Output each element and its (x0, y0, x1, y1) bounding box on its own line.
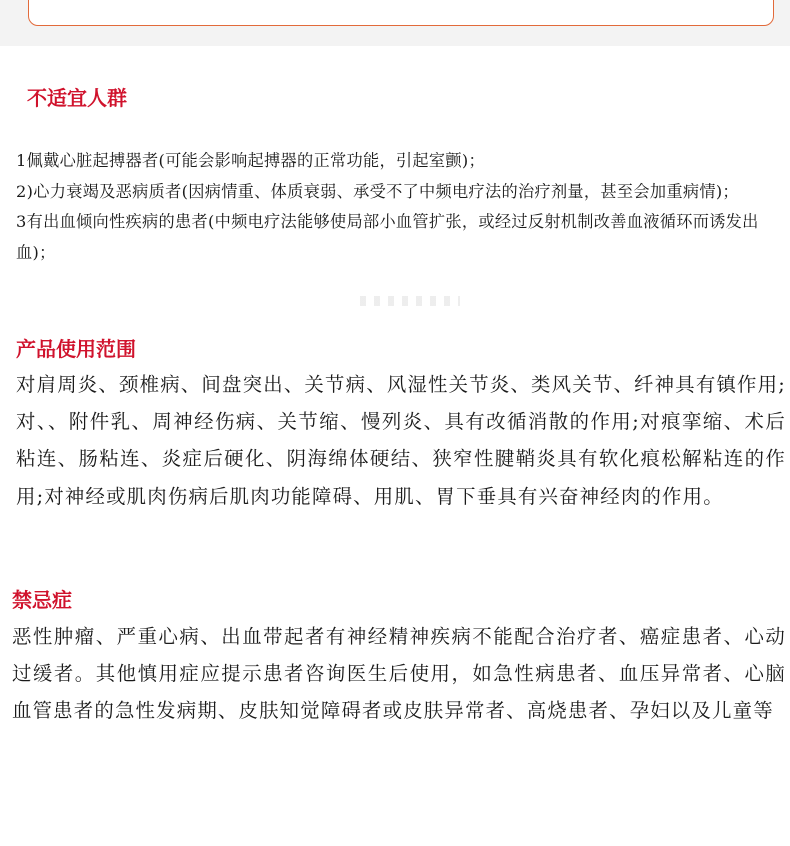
section-title-scope: 产品使用范围 (16, 337, 136, 361)
section-title-contraindications: 禁忌症 (12, 588, 72, 612)
contraindications-paragraph: 恶性肿瘤、严重心病、出血带起者有神经精神疾病不能配合治疗者、癌症患者、心动过缓者。其他慎用症应提示患者咨询医生后使用，如急性病患者、血压异常者、心脑血管患者的急性发病期、皮肤知觉障碍者或皮肤异常者、高烧患者、孕妇以及儿童等 (12, 625, 786, 723)
scope-paragraph: 对肩周炎、颈椎病、间盘突出、关节病、风湿性关节炎、类风关节、纤神具有镇作用;对、、附件乳、周神经伤病、关节缩、慢列炎、具有改循消散的作用;对痕挛缩、术后粘连、肠粘连、炎症后硬化、阴海绵体硬结、狭窄性腱鞘炎具有软化痕松解粘连的作用;对神经或肌肉伤病后肌肉功能障碍、用肌、胃下垂具有兴奋神经肉的作用。 (16, 373, 786, 508)
list-item: 2)心力衰竭及恶病质者(因病情重、体质衰弱、承受不了中频电疗法的治疗剂量，甚至会加重病情)； (16, 181, 739, 201)
unsuitable-list (16, 146, 786, 268)
previous-panel-border (28, 0, 774, 26)
list-item: 1佩戴心脏起搏器者(可能会影响起搏器的正常功能，引起室颤)； (16, 151, 485, 170)
top-band (0, 0, 790, 46)
list-item: 3有出血倾向性疾病的患者(中频电疗法能够使局部小血管扩张，或经过反射机制改善血液循环而诱发出血)； (16, 212, 759, 262)
faint-divider (360, 296, 460, 306)
section-title-unsuitable: 不适宜人群 (27, 86, 127, 110)
